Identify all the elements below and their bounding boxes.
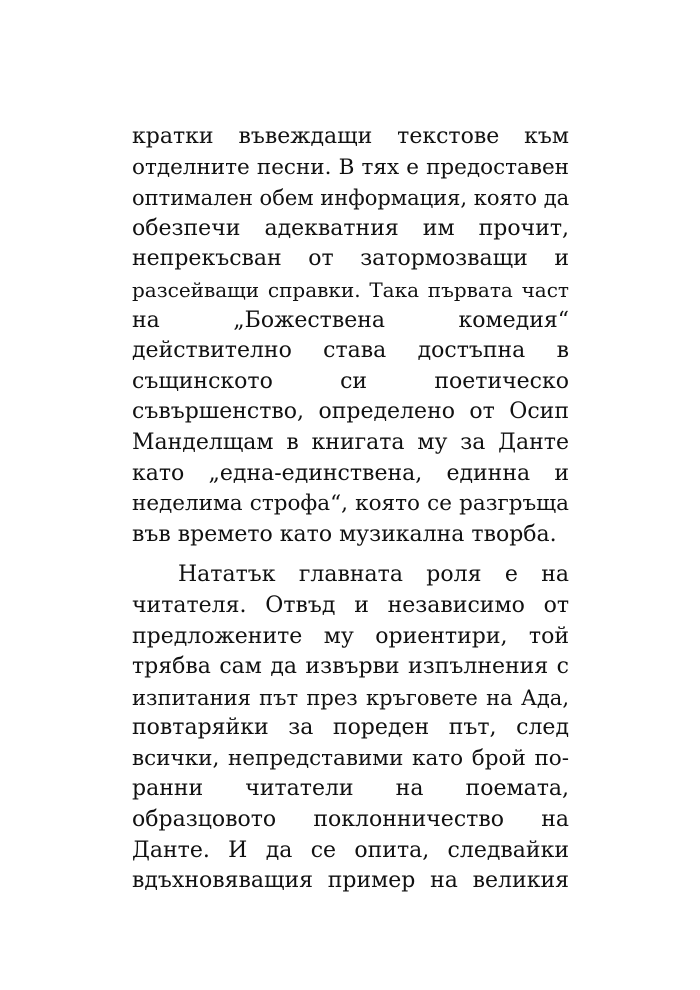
text-line: Данте. И да се опита, следвайки (132, 837, 569, 863)
text-line: трябва сам да извърви изпълнения с (132, 654, 569, 680)
text-line: читателя. Отвъд и независимо от (132, 592, 569, 618)
text-line: Манделщам в книгата му за Данте (132, 429, 569, 455)
text-line: съвършенство, определено от Осип (132, 399, 569, 425)
text-line: повтаряйки за пореден път, след (132, 715, 569, 741)
text-line: във времето като музикална творба. (132, 521, 557, 547)
text-line: ранни читатели на поемата, (132, 776, 569, 802)
text-line: оптимален обем информация, която да (132, 186, 570, 211)
text-line: същинското си поетическо (132, 368, 569, 394)
text-line: отделните песни. В тях е предоставен (132, 154, 569, 180)
text-line: обезпечи адекватния им прочит, (132, 215, 569, 241)
text-line: изпитания път през кръговете на Ада, (132, 685, 569, 710)
text-line: непрекъсван от затормозващи и (132, 246, 569, 272)
paragraph-1 (132, 122, 569, 550)
text-line: неделима строфа“, която се разгръща (132, 491, 569, 517)
text-line: образцовото поклонничество на (132, 807, 569, 833)
body-text (132, 122, 569, 897)
text-line: вдъхновяващия пример на великия (132, 868, 569, 894)
paragraph-spacer (132, 550, 569, 560)
paragraph-2 (132, 560, 569, 897)
text-line: всички, непредставими като брой по- (132, 745, 569, 771)
text-line: предложените му ориентири, той (132, 623, 569, 649)
text-line: на „Божествена комедия“ (132, 307, 569, 333)
text-line: Нататък главната роля е на (178, 562, 569, 588)
text-line: като „една-единствена, единна и (132, 460, 569, 486)
text-line: действително става достъпна в (132, 338, 569, 364)
text-line: разсейващи справки. Така първата част (132, 277, 569, 302)
text-line: кратки въвеждащи текстове към (132, 124, 569, 149)
